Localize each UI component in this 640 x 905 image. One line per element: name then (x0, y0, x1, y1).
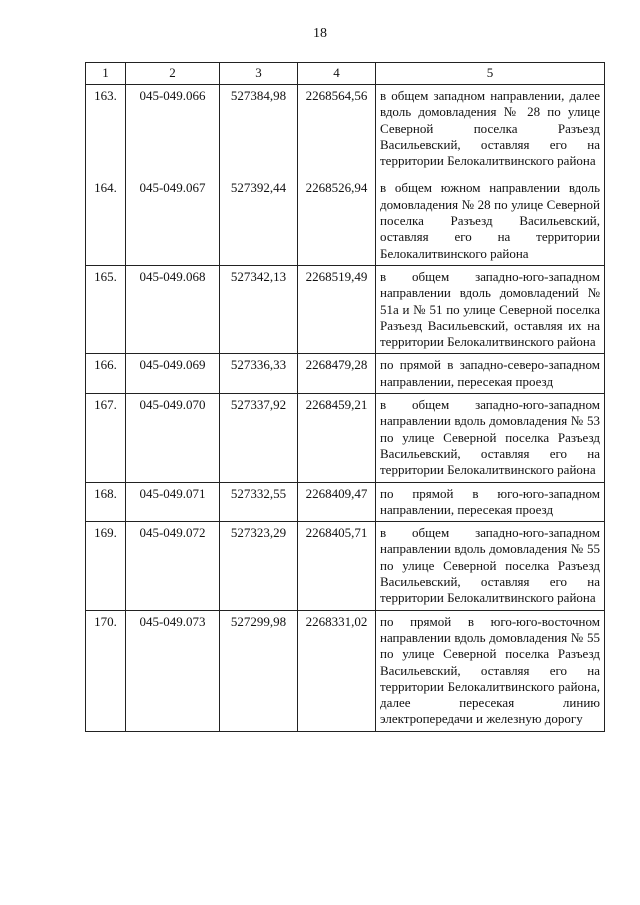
column-header-description: 5 (376, 63, 605, 85)
boundary-description: в общем южном направлении вдоль домовладения № 28 по улице Северной поселка Разъезд Васильевский, оставляя его на территории Белокалитвинского района (376, 172, 605, 265)
coordinate-x: 527332,55 (220, 482, 298, 522)
table-row (86, 85, 605, 173)
point-code: 045-049.069 (126, 354, 220, 394)
row-number: 169. (86, 522, 126, 610)
row-number: 170. (86, 610, 126, 731)
coordinate-x: 527337,92 (220, 394, 298, 482)
coordinate-y: 2268519,49 (298, 265, 376, 353)
boundary-points-table (85, 62, 605, 732)
coordinate-x: 527392,44 (220, 172, 298, 265)
coordinate-y: 2268405,71 (298, 522, 376, 610)
boundary-description: по прямой в юго-юго-западном направлении, пересекая проезд (376, 482, 605, 522)
boundary-description: в общем западно-юго-западном направлении вдоль домовладений № 51а и № 51 по улице Северной поселка Разъезд Васильевский, оставляя их на территории Белокалитвинского района (376, 265, 605, 353)
column-header-code: 2 (126, 63, 220, 85)
table-row (86, 354, 605, 394)
coordinate-y: 2268331,02 (298, 610, 376, 731)
column-header-number: 1 (86, 63, 126, 85)
point-code: 045-049.067 (126, 172, 220, 265)
table-row (86, 482, 605, 522)
point-code: 045-049.066 (126, 85, 220, 173)
boundary-description: по прямой в западно-северо-западном направлении, пересекая проезд (376, 354, 605, 394)
coordinate-x: 527299,98 (220, 610, 298, 731)
row-number: 164. (86, 172, 126, 265)
coordinate-x: 527323,29 (220, 522, 298, 610)
table-row (86, 172, 605, 265)
row-number: 168. (86, 482, 126, 522)
point-code: 045-049.073 (126, 610, 220, 731)
column-header-y: 4 (298, 63, 376, 85)
page-number: 18 (313, 26, 327, 41)
coordinate-x: 527342,13 (220, 265, 298, 353)
table-row (86, 522, 605, 610)
point-code: 045-049.071 (126, 482, 220, 522)
row-number: 167. (86, 394, 126, 482)
boundary-description: в общем западно-юго-западном направлении вдоль домовладения № 55 по улице Северной поселка Разъезд Васильевский, оставляя его на территории Белокалитвинского района (376, 522, 605, 610)
coordinate-y: 2268564,56 (298, 85, 376, 173)
point-code: 045-049.072 (126, 522, 220, 610)
table-header-row (86, 63, 605, 85)
table-row (86, 394, 605, 482)
point-code: 045-049.068 (126, 265, 220, 353)
boundary-description: в общем западно-юго-западном направлении вдоль домовладения № 53 по улице Северной поселка Разъезд Васильевский, оставляя его на территории Белокалитвинского района (376, 394, 605, 482)
table-row (86, 610, 605, 731)
table-row (86, 265, 605, 353)
row-number: 163. (86, 85, 126, 173)
row-number: 166. (86, 354, 126, 394)
coordinate-y: 2268459,21 (298, 394, 376, 482)
row-number: 165. (86, 265, 126, 353)
boundary-description: по прямой в юго-юго-восточном направлении вдоль домовладения № 55 по улице Северной поселка Разъезд Васильевский, оставляя его на территории Белокалитвинского района, далее пересекая линию электропередачи и железную дорогу (376, 610, 605, 731)
point-code: 045-049.070 (126, 394, 220, 482)
coordinate-y: 2268409,47 (298, 482, 376, 522)
coordinate-x: 527336,33 (220, 354, 298, 394)
coordinate-y: 2268526,94 (298, 172, 376, 265)
coordinate-y: 2268479,28 (298, 354, 376, 394)
boundary-description: в общем западном направлении, далее вдоль домовладения № 28 по улице Северной поселка Разъезд Васильевский, оставляя его на территории Белокалитвинского района (376, 85, 605, 173)
column-header-x: 3 (220, 63, 298, 85)
coordinate-x: 527384,98 (220, 85, 298, 173)
